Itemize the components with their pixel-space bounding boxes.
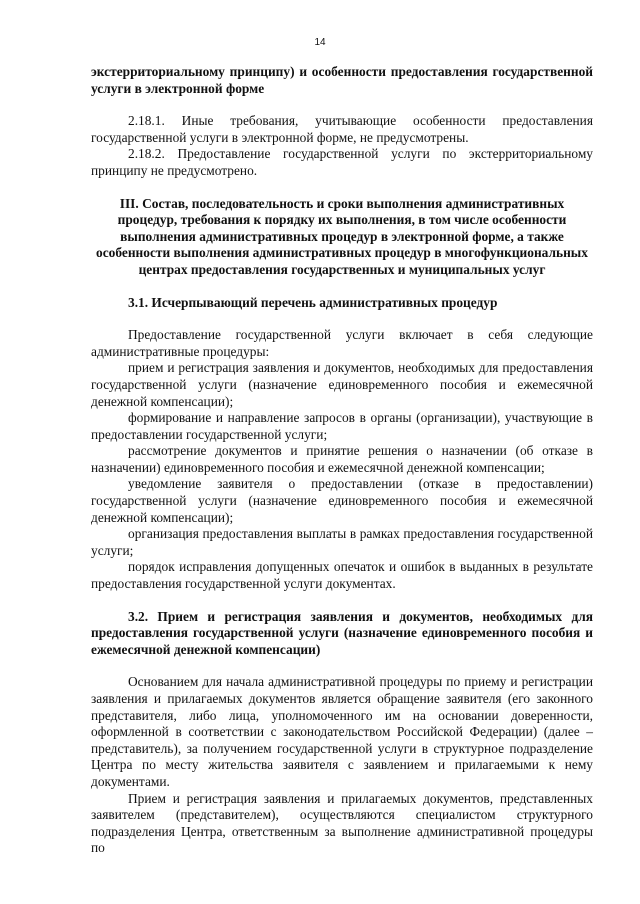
section-3-2-title: 3.2. Прием и регистрация заявления и документов, необходимых для предоставления государственной услуги (назначение единовременного пособия и ежемесячной денежной компенсации) xyxy=(91,608,593,657)
section-3-1-title: 3.1. Исчерпывающий перечень административных процедур xyxy=(128,294,498,310)
procedure-list-item: формирование и направление запросов в органы (организации), участвующие в предоставлении государственной услуги; xyxy=(91,410,593,442)
procedure-list-item: уведомление заявителя о предоставлении (отказе в предоставлении) государственной услуги (назначение единовременного пособия и ежемесячной денежной компенсации); xyxy=(91,476,593,525)
section-3-1-intro: Предоставление государственной услуги включает в себя следующие административные процедуры: xyxy=(91,327,593,359)
procedure-list-item: порядок исправления допущенных опечаток и ошибок в выданных в результате предоставления государственной услуги документах. xyxy=(91,559,593,592)
section-3-title: III. Состав, последовательность и сроки выполнения административных процедур, требования к порядку их выполнения, в том числе особенности выполнения административных процедур в электронной форме, а также особенности выполнения административных процедур в многофункциональных центрах предоставления государственных и муниципальных услуг xyxy=(96,195,588,277)
procedure-list-item: прием и регистрация заявления и документов, необходимых для предоставления государственной услуги (назначение единовременного пособия и ежемесячной денежной компенсации); xyxy=(91,360,593,409)
page-number: 14 xyxy=(314,37,326,48)
section-3-2-paragraph: Основанием для начала административной процедуры по приему и регистрации заявления и прилагаемых документов является обращение заявителя (его законного представителя, либо лица, уполномоченного им на основании доверенности, оформленной в соответствии с законодательством Российской Федерации) (далее – представитель), за получением государственной услуги в структурное подразделение Центра по месту жительства заявителя с заявлением и прилагаемыми к нему документами. xyxy=(91,674,593,789)
heading-continuation: экстерриториальному принципу) и особенности предоставления государственной услуги в электронной форме xyxy=(91,64,593,96)
paragraph-2-18-2: 2.18.2. Предоставление государственной услуги по экстерриториальному принципу не предусмотрено. xyxy=(91,146,593,178)
section-3-2-paragraph: Прием и регистрация заявления и прилагаемых документов, представленных заявителем (представителем), осуществляются специалистом структурного подразделения Центра, ответственным за выполнение административной процедуры по xyxy=(91,790,593,856)
procedure-list-item: организация предоставления выплаты в рамках предоставления государственной услуги; xyxy=(91,526,593,558)
procedure-list-item: рассмотрение документов и принятие решения о назначении (об отказе в назначении) единовременного пособия и ежемесячной денежной компенсации; xyxy=(91,443,593,475)
paragraph-2-18-1: 2.18.1. Иные требования, учитывающие особенности предоставления государственной услуги в электронной форме, не предусмотрены. xyxy=(91,113,593,145)
page-body xyxy=(91,64,593,857)
